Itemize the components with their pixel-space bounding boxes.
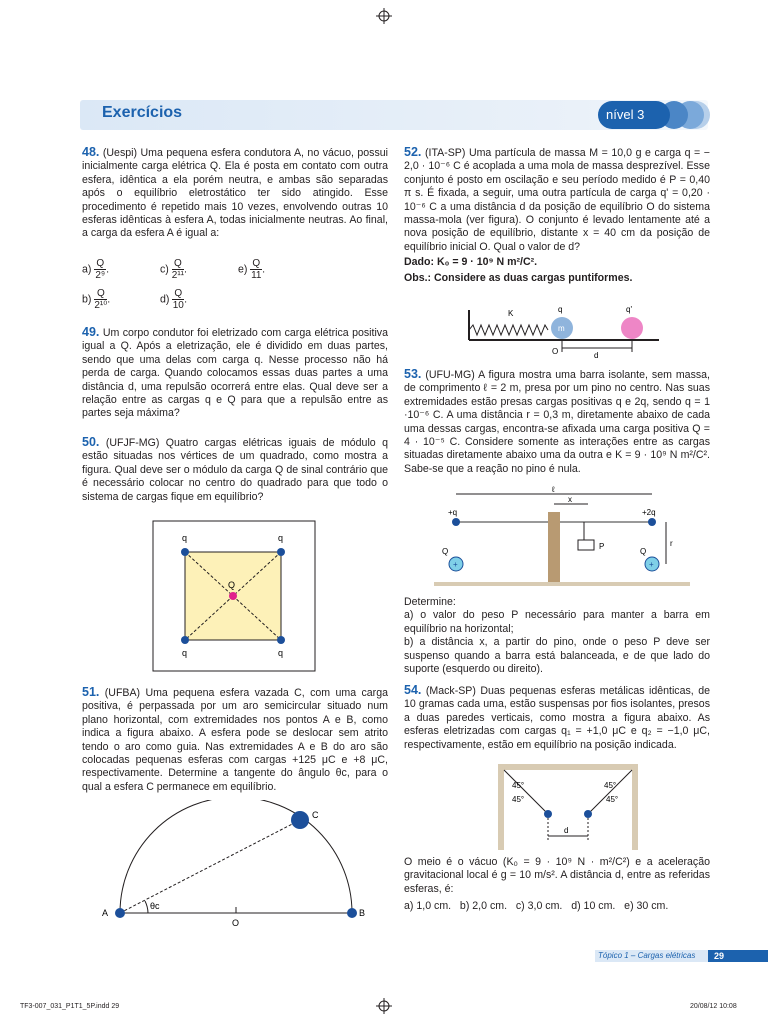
svg-text:θc: θc	[150, 901, 160, 911]
question-48	[82, 146, 388, 241]
question-53	[404, 368, 710, 476]
pendulum-figure	[498, 764, 638, 850]
registration-mark-icon	[376, 998, 392, 1014]
option-d: d) $\frac{Q}{10}$ .	[160, 288, 188, 311]
question-52	[404, 146, 710, 285]
svg-text:+q: +q	[448, 508, 458, 517]
question-number: 52.	[404, 145, 422, 159]
svg-text:45°: 45°	[512, 795, 525, 804]
q48-options	[82, 250, 388, 312]
svg-text:m: m	[558, 324, 565, 333]
svg-text:O: O	[232, 918, 240, 928]
bar-pivot-figure	[434, 484, 690, 588]
svg-text:r: r	[670, 539, 673, 548]
q53-items	[404, 596, 710, 676]
question-text: (UFU-MG) A figura mostra uma barra isolante, sem massa, de comprimento ℓ = 2 m, presa por um pino no centro. Nas suas extremidades estão presas cargas positivas q e 2q, sendo q = 1 ·10⁻⁶ C. A uma distância r = 0,3 m, diretamente abaixo de cada uma dessas cargas, encontra-se afixada uma carga positiva Q = 4 · 10⁻⁵ C. Considere somente as interações entre as cargas situadas diretamente abaixo uma da outra e K = 9 · 10⁹ N m²/C². Sabe-se que a reação no pino é nula.	[404, 369, 710, 475]
svg-text:q: q	[558, 305, 563, 314]
print-date: 20/08/12 10:08	[690, 1003, 737, 1010]
svg-text:O: O	[552, 347, 559, 356]
question-number: 49.	[82, 325, 100, 339]
given-data: Dado: K₀ = 9 · 10⁹ N m²/C².	[404, 256, 538, 269]
question-number: 51.	[82, 685, 100, 699]
svg-text:q: q	[182, 533, 188, 543]
determine-label: Determine:	[404, 596, 456, 608]
svg-text:C: C	[312, 810, 319, 820]
file-name: TF3-007_031_P1T1_5P.indd 29	[20, 1003, 120, 1010]
question-number: 48.	[82, 145, 100, 159]
section-title: Exercícios	[102, 104, 183, 121]
option-b: b) $\frac{Q}{\text{2¹⁰}}$ .	[82, 288, 111, 311]
question-54	[404, 684, 710, 752]
question-51	[82, 686, 388, 794]
option-c: c) $\frac{Q}{\text{2¹¹}}$ .	[160, 258, 187, 281]
q54-options: a) 1,0 cm. b) 2,0 cm. c) 3,0 cm. d) 10 cm. e) 30 cm.	[404, 900, 669, 913]
svg-text:A: A	[102, 908, 109, 918]
svg-text:45°: 45°	[606, 795, 619, 804]
observation: Obs.: Considere as duas cargas puntiformes.	[404, 271, 633, 284]
svg-text:q: q	[278, 648, 284, 658]
question-text: O meio é o vácuo (K₀ = 9 · 10⁹ N · m²/C²) e a aceleração gravitacional local é g = 10 m/s². A distância d, entre as referidas esferas, é:	[404, 856, 710, 895]
svg-text:45°: 45°	[604, 781, 617, 790]
spring-mass-figure	[464, 302, 664, 364]
question-number: 53.	[404, 367, 422, 381]
level-badge: nível 3	[598, 101, 670, 129]
question-text: Um corpo condutor foi eletrizado com carga elétrica positiva igual a Q. Após a eletrização, ele é dividido em duas partes, sendo que uma delas com carga q. Nesse processo não há perda de carga. Quando colocamos essas duas partes a uma distância d, uma repulsão ocorrerá entre elas. Qual deve ser a relação entre as cargas q e Q para que a repulsão entre as partes seja máxima?	[82, 327, 388, 420]
question-number: 50.	[82, 435, 100, 449]
question-text: (UFBA) Uma pequena esfera vazada C, com uma carga positiva, é perpassada por um aro semicircular situado num plano horizontal, com extremidades nos pontos A e B, como indica a figura abaixo. A esfera pode se deslocar sem atrito tendo o aro como guia. Nas extremidades A e B do aro são colocadas pequenas esferas com cargas +125 μC e +8 μC, respectivamente. Determine a tangente do ângulo θc, para o qual a esfera C permanece em equilíbrio.	[82, 687, 388, 793]
question-text: (Uespi) Uma pequena esfera condutora A, no vácuo, possui inicialmente carga elétrica Q. Ela é posta em contato com outra esfera, idêntica a ela porém neutra, e ambas são separadas após o equilíbrio eletrostático ter sido atingido. Esse procedimento é repetido mais 10 vezes, envolvendo outras 10 esferas idênticas à esfera A, todas inicialmente neutras. Ao final, a carga da esfera A é igual a:	[82, 147, 388, 240]
svg-text:q: q	[182, 648, 188, 658]
svg-text:45°: 45°	[512, 781, 525, 790]
question-text: (ITA-SP) Uma partícula de massa M = 10,0 g e carga q = − 2,0 · 10⁻⁶ C é acoplada a uma mola de massa desprezível. Esse conjunto é posto em oscilação e seu período medido é P = 0,40 π s. É fixada, a seguir, uma outra partícula de carga q' = 0,20 · 10⁻⁶ C a uma distância d da posição de equilíbrio O do sistema massa-mola (ver figura). O conjunto é levado lentamente até a nova posição de equilíbrio, distante x = 40 cm da posição de equilíbrio inicial O. Qual o valor de d?	[404, 147, 710, 253]
registration-mark-icon	[376, 8, 392, 24]
svg-text:P: P	[599, 542, 605, 551]
question-text: (UFJF-MG) Quatro cargas elétricas iguais de módulo q estão situadas nos vértices de um quadrado, como mostra a figura. Qual deve ser o módulo da carga Q de sinal contrário que é necessário colocar no centro do quadrado para que todo o sistema de cargas fique em equilíbrio?	[82, 437, 388, 503]
svg-text:q': q'	[626, 305, 632, 314]
option-a: a) $\frac{Q}{\text{2⁹}}$ .	[82, 258, 110, 281]
item-b: b) a distância x, a partir do pino, onde o peso P deve ser suspenso quando a barra está balanceada, e de que lado do suporte (esquerdo ou direito).	[404, 636, 710, 676]
svg-text:q: q	[278, 533, 284, 543]
option-e: e) $\frac{Q}{11}$ .	[238, 258, 266, 281]
question-49	[82, 326, 388, 421]
item-a: a) o valor do peso P necessário para manter a barra em equilíbrio na horizontal;	[404, 609, 710, 635]
question-50	[82, 436, 388, 504]
question-number: 54.	[404, 683, 422, 697]
svg-text:d: d	[564, 826, 569, 835]
q54-continued	[404, 856, 710, 914]
square-charges-figure	[152, 520, 316, 672]
svg-text:ℓ: ℓ	[552, 485, 555, 494]
svg-text:+2q: +2q	[642, 508, 656, 517]
question-text: (Mack-SP) Duas pequenas esferas metálicas idênticas, de 10 gramas cada uma, estão suspensas por fios isolantes, presos a duas paredes verticais, como mostra a figura abaixo. As esferas eletrizadas com cargas q₁ = +1,0 μC e q₂ = −1,0 μC, respectivamente, estão em equilíbrio na posição indicada.	[404, 685, 710, 751]
svg-text:Q: Q	[228, 580, 236, 590]
topic-label: Tópico 1 – Cargas elétricas	[598, 951, 696, 960]
svg-text:x: x	[568, 495, 572, 504]
svg-text:+: +	[453, 560, 458, 569]
page-number: 29	[708, 950, 768, 962]
svg-text:Q: Q	[640, 547, 647, 556]
svg-text:B: B	[359, 908, 366, 918]
semicircle-figure	[96, 800, 376, 930]
svg-text:+: +	[649, 560, 654, 569]
svg-text:d: d	[594, 351, 599, 360]
svg-text:Q: Q	[442, 547, 449, 556]
svg-text:K: K	[508, 309, 514, 318]
